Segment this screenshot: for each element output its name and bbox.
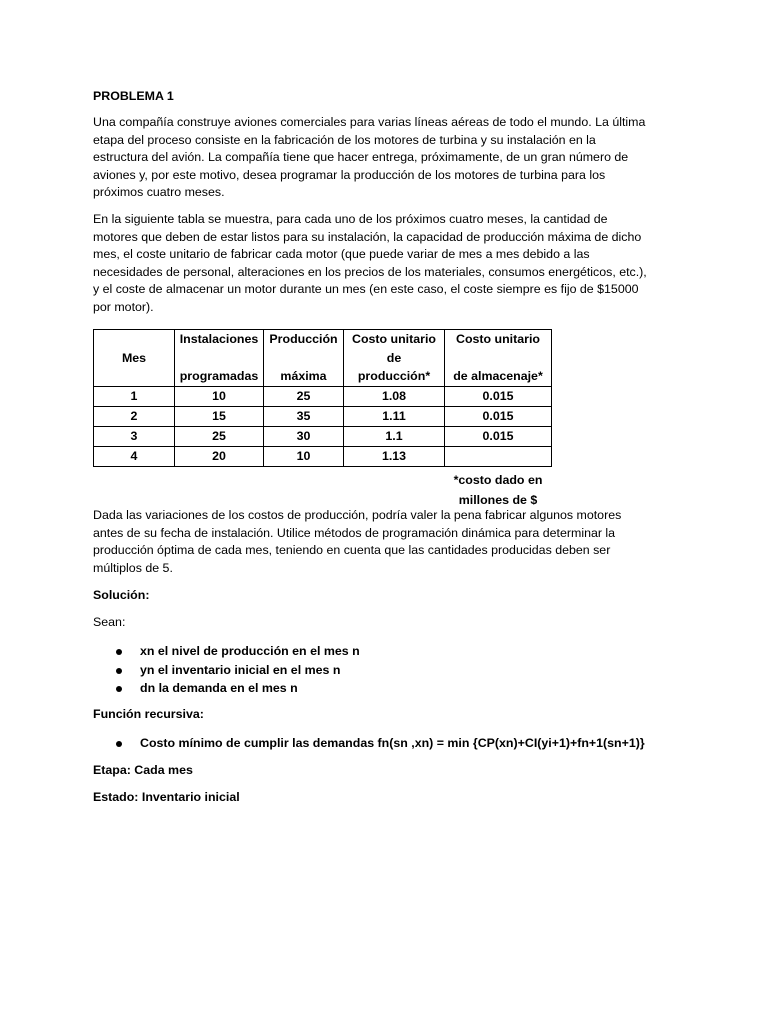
cell-costo-produccion: 1.13 — [344, 446, 445, 466]
paragraph-line: por motor). — [93, 299, 154, 314]
cell-mes: 1 — [94, 386, 175, 406]
problem-title: PROBLEMA 1 — [93, 89, 174, 103]
definitions-list — [116, 642, 736, 698]
cell-instalaciones: 15 — [175, 406, 264, 426]
paragraph-line: Una compañía construye aviones comerciales para varias líneas aéreas de todo el mundo. La última — [93, 115, 646, 129]
paragraph-line: producción óptima de cada mes, teniendo en cuenta que las cantidades producidas deben ser — [93, 543, 611, 558]
paragraph-question — [93, 507, 673, 577]
bullet-icon — [116, 686, 122, 692]
paragraph-line: Dada las variaciones de los costos de producción, podría valer la pena fabricar algunos motores — [93, 508, 622, 522]
cell-instalaciones: 25 — [175, 426, 264, 446]
header-text: Costo unitario — [352, 332, 436, 346]
bullet-icon — [116, 668, 122, 674]
cell-produccion: 25 — [264, 386, 344, 406]
table-row — [94, 386, 552, 406]
header-text: producción* — [357, 369, 431, 383]
paragraph-line: próximos cuatro meses. — [93, 185, 225, 200]
header-text: de — [386, 350, 402, 365]
header-mes: Mes — [94, 330, 175, 387]
paragraph-line: antes de su fecha de instalación. Utilice métodos de programación dinámica para determinar la — [93, 525, 616, 540]
footnote-line: millones de $ — [458, 493, 538, 507]
paragraph-line: necesidades de personal, alteraciones en los precios de los materiales, consumos energéticos, etc.), — [93, 264, 647, 279]
paragraph-line: aviones y, por este motivo, desea programar la producción de los motores de turbina para los — [93, 167, 606, 182]
list-item — [116, 734, 736, 753]
cell-produccion: 10 — [264, 446, 344, 466]
header-text: programadas — [179, 369, 259, 383]
paragraph-line: En la siguiente tabla se muestra, para cada uno de los próximos cuatro meses, la cantidad de — [93, 212, 608, 226]
header-costo-almacenaje — [445, 330, 552, 387]
cell-costo-produccion: 1.1 — [344, 426, 445, 446]
paragraph-line: etapa del proceso consiste en la fabricación de los motores de turbina y su instalación en la — [93, 132, 596, 147]
footnote-line: *costo dado en — [453, 473, 543, 487]
list-item — [116, 661, 736, 680]
header-text: de almacenaje* — [453, 369, 543, 383]
cell-instalaciones: 10 — [175, 386, 264, 406]
cell-instalaciones: 20 — [175, 446, 264, 466]
header-instalaciones — [175, 330, 264, 387]
bullet-icon — [116, 649, 122, 655]
table-footnote — [444, 470, 552, 510]
production-table — [93, 329, 552, 467]
header-text: Instalaciones — [179, 332, 259, 346]
bullet-icon — [116, 741, 122, 747]
list-item-text: dn la demanda en el mes n — [140, 681, 298, 695]
cell-costo-almacenaje — [445, 446, 552, 466]
function-list — [116, 734, 736, 753]
cell-mes: 4 — [94, 446, 175, 466]
header-text: Costo unitario — [456, 332, 540, 346]
table-row — [94, 446, 552, 466]
header-produccion — [264, 330, 344, 387]
paragraph-line: múltiplos de 5. — [93, 560, 173, 575]
recursive-function-heading: Función recursiva: — [93, 707, 204, 721]
table-header-row — [94, 330, 552, 387]
cell-costo-almacenaje: 0.015 — [445, 406, 552, 426]
cell-costo-almacenaje: 0.015 — [445, 426, 552, 446]
cell-mes: 3 — [94, 426, 175, 446]
sean-label: Sean: — [93, 615, 126, 629]
list-item-text: Costo mínimo de cumplir las demandas fn(sn ,xn) = min {CP(xn)+CI(yi+1)+fn+1(sn+1)} — [140, 736, 645, 750]
header-costo-produccion — [344, 330, 445, 387]
paragraph-line: y el coste de almacenar un motor durante un mes (en este caso, el coste siempre es fijo de $15000 — [93, 282, 639, 297]
stage-line: Etapa: Cada mes — [93, 763, 193, 777]
header-text: Producción — [269, 332, 338, 346]
cell-mes: 2 — [94, 406, 175, 426]
list-item-text: xn el nivel de producción en el mes n — [140, 644, 360, 658]
list-item — [116, 642, 736, 661]
paragraph-line: mes, el coste unitario de fabricar cada motor (que puede variar de mes a mes debido a las — [93, 247, 590, 262]
table-row — [94, 406, 552, 426]
table-row — [94, 426, 552, 446]
solution-heading: Solución: — [93, 588, 150, 602]
paragraph-intro — [93, 114, 673, 202]
list-item — [116, 679, 736, 698]
cell-produccion: 35 — [264, 406, 344, 426]
header-text: máxima — [280, 369, 327, 383]
cell-produccion: 30 — [264, 426, 344, 446]
list-item-text: yn el inventario inicial en el mes n — [140, 662, 341, 677]
cell-costo-produccion: 1.08 — [344, 386, 445, 406]
state-line: Estado: Inventario inicial — [93, 790, 240, 804]
paragraph-line: motores que deben de estar listos para su instalación, la capacidad de producción máxima de dicho — [93, 229, 642, 244]
paragraph-line: estructura del avión. La compañía tiene que hacer entrega, próximamente, de un gran número de — [93, 150, 629, 165]
paragraph-table-description — [93, 211, 673, 317]
cell-costo-almacenaje: 0.015 — [445, 386, 552, 406]
cell-costo-produccion: 1.11 — [344, 406, 445, 426]
